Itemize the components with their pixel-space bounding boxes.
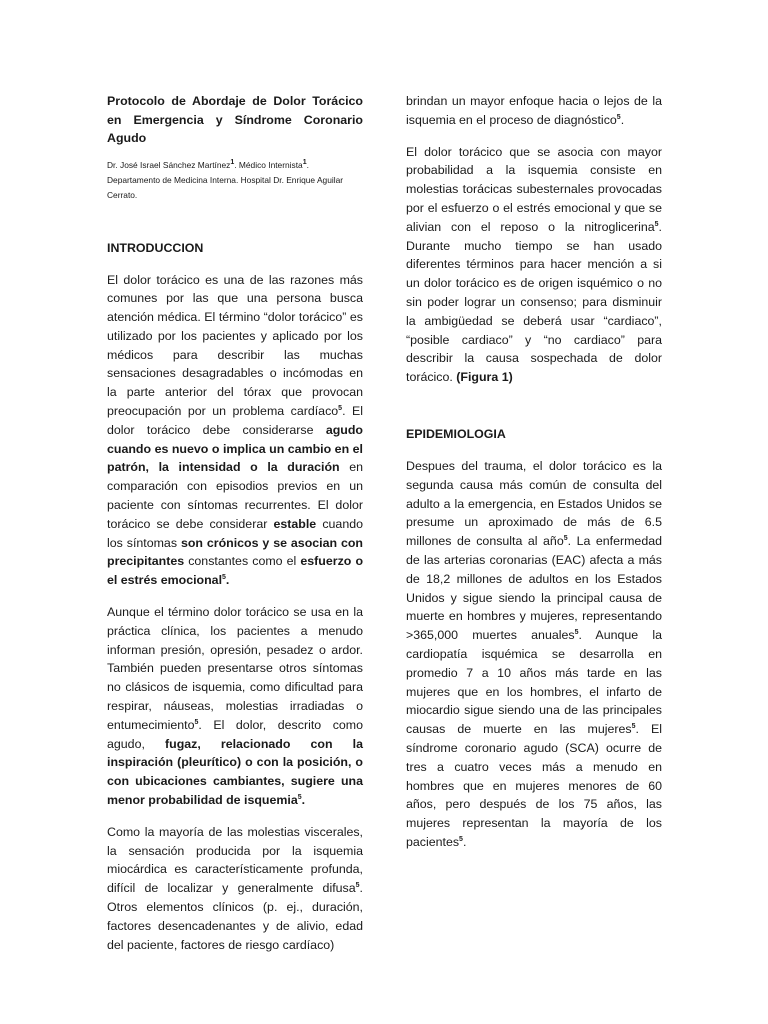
intro-paragraph-3: Como la mayoría de las molestias viscerales, la sensación producida por la isquemia miocárdica es característicamente profunda, difícil de localizar y generalmente difusa$^5$. Otros elementos clínicos (p. ej., duración, factores desencadenantes y de alivio, edad del paciente, factores de riesgo cardíaco) — [107, 824, 363, 952]
intro-paragraph-2: Aunque el término dolor torácico se usa en la práctica clínica, los pacientes a menudo informan presión, opresión, pesadez o ardor. También pueden presentarse otros síntomas no clásicos de isquemia, como dificultad para respirar, náuseas, molestias irradiadas o entumecimiento$^5$. El dolor, descrito como agudo, fugaz, relacionado con la inspiración (pleurítico) o con la posición, o con ubicaciones cambiantes, sugiere una menor probabilidad de isquemia$^5$. — [107, 605, 363, 808]
section-heading-epidemiologia: EPIDEMIOLOGIA — [406, 426, 506, 441]
intro-paragraph-1: El dolor torácico es una de las razones más comunes por las que una persona busca atención médica. El término “dolor torácico” es utilizado por los pacientes y aplicado por los médicos para describir las muchas sensaciones desagradables o incómodas en la parte anterior del tórax que provocan preocupación por un problema cardíaco$^5$. El dolor torácico debe considerarse agudo cuando es nuevo o implica un cambio en el patrón, la intensidad o la duración en comparación con episodios previos en un paciente con síntomas recurrentes. El dolor torácico se debe considerar estable cuando los síntomas son crónicos y se asocian con precipitantes constantes como el esfuerzo o el estrés emocional$^5$. — [107, 272, 364, 588]
left-column — [107, 92, 363, 967]
author-name: Dr. José Israel Sánchez Martínez — [107, 159, 231, 170]
right-paragraph-1: brindan un mayor enfoque hacia o lejos de la isquemia en el proceso de diagnóstico$^5$. — [406, 94, 662, 127]
right-paragraph-2: El dolor torácico que se asocia con mayor probabilidad a la isquemia consiste en molestias torácicas subesternales provocadas por el esfuerzo o el estrés emocional y que se alivian con el reposo o la nitroglicerina$^5$. Durante mucho tiempo se han usado diferentes términos para hacer mención a si un dolor torácico es de origen isquémico o no sin poder lograr un consenso; para disminuir la ambigüedad se deberá usar “cardiaco”, “posible cardiaco” y “no cardiaco” para describir la causa sospechada de dolor torácico. (Figura 1) — [406, 144, 662, 385]
section-heading-introduccion: INTRODUCCION — [107, 240, 204, 255]
author-role: . Médico Internista — [234, 159, 303, 170]
affiliation-sup: 1 — [230, 158, 235, 166]
right-column — [406, 92, 662, 865]
figure-reference: (Figura 1) — [456, 370, 513, 385]
department: Departamento de Medicina Interna. Hospital Dr. Enrique Aguilar Cerrato. — [107, 174, 344, 200]
article-title: Protocolo de Abordaje de Dolor Torácico en Emergencia y Síndrome Coronario Agudo — [107, 94, 363, 145]
epidemiology-paragraph: Despues del trauma, el dolor torácico es la segunda causa más común de consulta del adulto a la emergencia, en Estados Unidos se presume un aproximado de más de 6.5 millones de consulta al año$^5$. La enfermedad de las arterias coronarias (EAC) afecta a más de 18,2 millones de adultos en los Estados Unidos y sigue siendo la principal causa de muerte en hombres y mujeres, representando >365,000 muertes anuales$^5$. Aunque la cardiopatía isquémica se desarrolla en promedio 7 a 10 años más tarde en las mujeres que en los hombres, el infarto de miocardio sigue siendo una de las principales causas de muerte en las mujeres$^5$. El síndrome coronario agudo (SCA) ocurre de tres a cuatro veces más a menudo en hombres que en mujeres menores de 60 años, pero después de los 75 años, las mujeres representan la mayoría de los pacientes$^5$. — [406, 458, 662, 849]
affiliation-sup: 1 — [302, 158, 307, 166]
author-affiliation: Dr. José Israel Sánchez Martínez$^1$. Médico Internista$^1$. Departamento de Medicina Interna. Hospital Dr. Enrique Aguilar Cerrato. — [107, 158, 344, 200]
